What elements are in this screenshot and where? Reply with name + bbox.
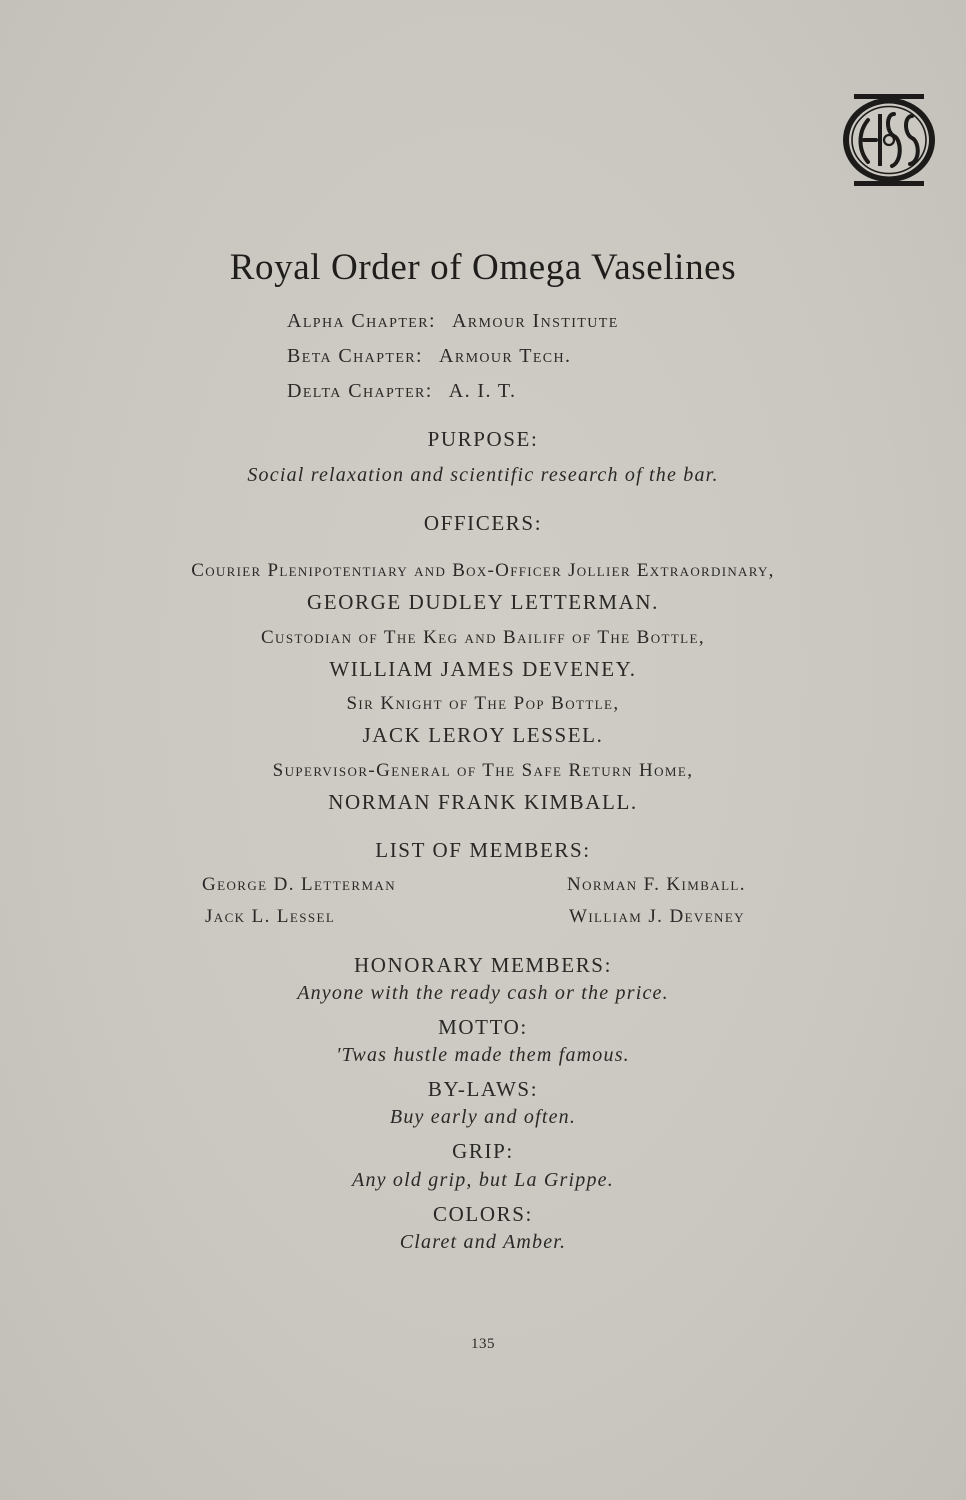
- purpose-heading: PURPOSE:: [427, 427, 539, 451]
- class-seal-logo: [840, 92, 938, 188]
- member-name: Norman F. Kimball.: [567, 874, 746, 895]
- officer-name: NORMAN FRANK KIMBALL.: [328, 790, 638, 814]
- chapter-delta: [287, 380, 516, 403]
- chapter-location: Armour Tech.: [438, 345, 572, 367]
- honorary-members-text: Anyone with the ready cash or the price.: [297, 982, 669, 1004]
- officer-title: Sir Knight of The Pop Bottle,: [346, 693, 620, 714]
- by-laws-text: Buy early and often.: [389, 1106, 577, 1128]
- member-name: William J. Deveney: [569, 906, 745, 927]
- page-title: Royal Order of Omega Vaselines: [229, 247, 737, 288]
- grip-text: Any old grip, but La Grippe.: [352, 1169, 614, 1191]
- chapter-alpha: [287, 310, 619, 333]
- chapter-beta: [287, 345, 571, 368]
- officer-name: GEORGE DUDLEY LETTERMAN.: [307, 590, 659, 614]
- officer-name: WILLIAM JAMES DEVENEY.: [329, 657, 637, 681]
- chapter-name: Delta Chapter:: [287, 380, 433, 402]
- purpose-text: Social relaxation and scientific research of the bar.: [247, 464, 719, 486]
- chapter-name: Alpha Chapter:: [287, 310, 436, 332]
- by-laws-heading: BY-LAWS:: [427, 1077, 539, 1101]
- members-heading: LIST OF MEMBERS:: [375, 838, 591, 862]
- officer-title: Courier Plenipotentiary and Box-Officer Jollier Extraordinary,: [191, 560, 775, 581]
- officer-title: Supervisor-General of The Safe Return Home,: [272, 760, 694, 781]
- chapter-location: A. I. T.: [448, 380, 517, 402]
- chapter-location: Armour Institute: [451, 310, 619, 332]
- member-name: Jack L. Lessel: [205, 906, 336, 927]
- colors-heading: COLORS:: [433, 1202, 533, 1226]
- motto-heading: MOTTO:: [438, 1015, 528, 1039]
- officer-title: Custodian of The Keg and Bailiff of The Bottle,: [260, 627, 705, 648]
- page-number: 135: [471, 1336, 495, 1352]
- honorary-members-heading: HONORARY MEMBERS:: [353, 953, 613, 977]
- grip-heading: GRIP:: [452, 1139, 514, 1163]
- officers-heading: OFFICERS:: [423, 511, 543, 535]
- motto-text: 'Twas hustle made them famous.: [336, 1044, 630, 1066]
- colors-text: Claret and Amber.: [399, 1231, 567, 1253]
- chapter-name: Beta Chapter:: [287, 345, 423, 367]
- member-name: George D. Letterman: [202, 874, 396, 895]
- officer-name: JACK LEROY LESSEL.: [362, 723, 604, 747]
